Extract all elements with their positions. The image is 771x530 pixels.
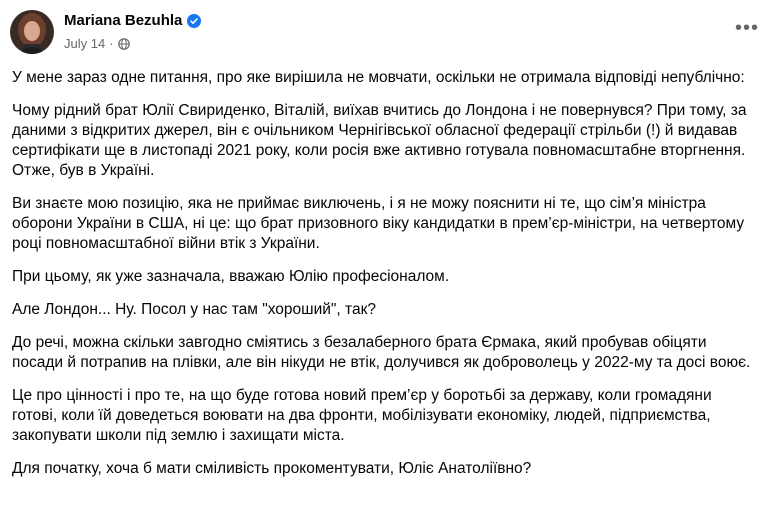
post-paragraph: До речі, можна скільки завгодно сміятись з безалаберного брата Єрмака, який пробував обіцяти посади й потрапив на плівки, але він нікуди не втік, долучився як доброволець у 2022-му та досі воює. bbox=[12, 334, 751, 371]
author-avatar[interactable] bbox=[10, 10, 54, 54]
post-meta bbox=[64, 36, 130, 51]
post-paragraph: Це про цінності і про те, на що буде готова новий прем’єр у боротьбі за державу, коли громадяни готові, коли їй доведеться воювати на два фронти, мобілізувати економіку, людей, підприємства, закопувати школи під землю і захищати міста. bbox=[12, 387, 712, 444]
post-paragraph: Для початку, хоча б мати сміливість прокоментувати, Юліє Анатоліївно? bbox=[12, 460, 532, 477]
author-name-text[interactable]: Mariana Bezuhla bbox=[64, 12, 183, 29]
more-options-glyph[interactable]: ••• bbox=[734, 17, 759, 39]
post-paragraph: Ви знаєте мою позицію, яка не приймає виключень, і я не можу пояснити ні те, що сім’я міністра оборони України в США, ні це: що брат призовного віку кандидатки в прем’єр-міністри, на четвертому році повномасштабної війни втік з України. bbox=[12, 195, 745, 252]
post-paragraph: У мене зараз одне питання, про яке вирішила не мовчати, оскільки не отримала відповіді непублічно: bbox=[12, 69, 745, 86]
post-date[interactable]: July 14 bbox=[64, 36, 106, 51]
more-options-icon[interactable] bbox=[733, 18, 761, 38]
verified-badge-icon bbox=[187, 14, 201, 28]
post-paragraph: При цьому, як уже зазначала, вважаю Юлію професіоналом. bbox=[12, 268, 450, 285]
post-body bbox=[12, 68, 758, 492]
globe-icon bbox=[118, 38, 130, 50]
post-paragraph: Чому рідний брат Юлії Свириденко, Віталій, виїхав вчитись до Лондона і не повернувся? При тому, за даними з відкритих джерел, він є очільником Чернігівської обласної федерації стрільби (!) й видавав сертифікати ще в листопаді 2021 року, коли росія вже активно готувала повномасштабне вторгнення. Отже, був в Україні. bbox=[12, 102, 747, 179]
meta-separator: · bbox=[109, 36, 114, 51]
author-name[interactable] bbox=[64, 12, 201, 29]
post-header bbox=[10, 8, 765, 58]
post-paragraph: Але Лондон... Ну. Посол у нас там "хороший", так? bbox=[12, 301, 376, 318]
